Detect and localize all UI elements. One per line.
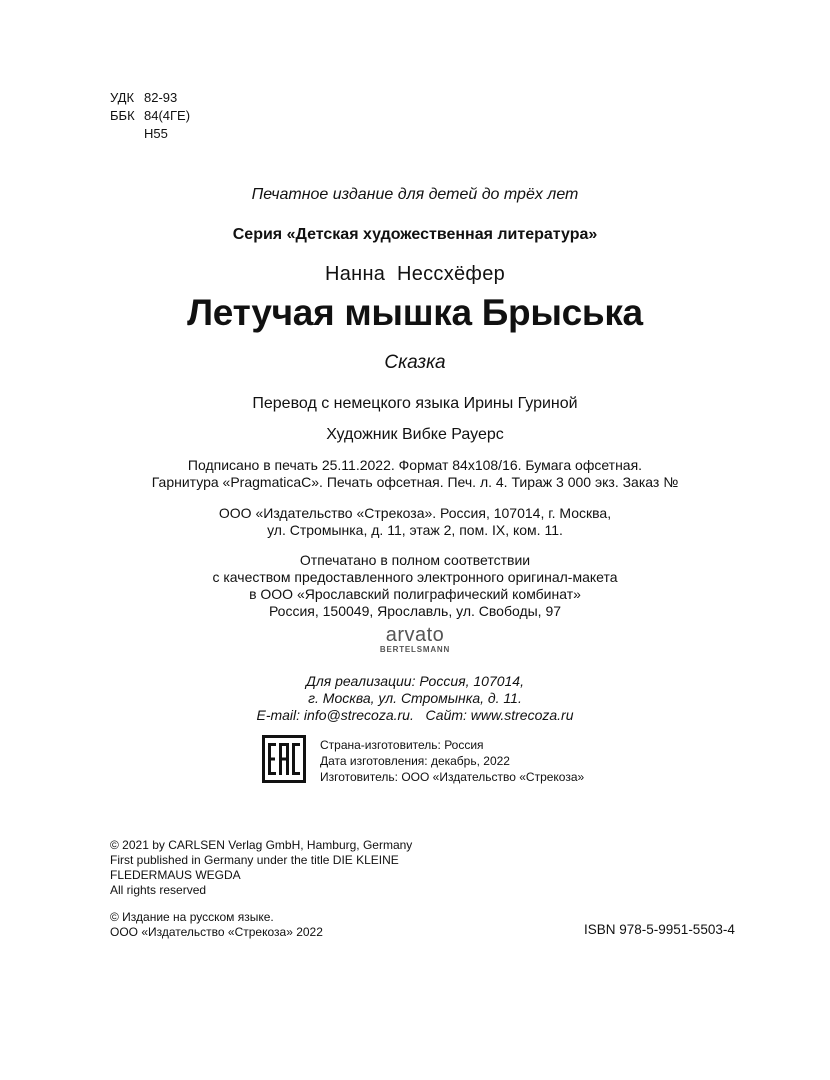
printer-info <box>0 552 830 620</box>
bbk-value: 84(4ГЕ) <box>144 108 191 123</box>
copyright-line: First published in Germany under the title DIE KLEINE <box>110 853 399 867</box>
author-mark: Н55 <box>144 126 168 141</box>
copyright-ru-line: © Издание на русском языке. <box>110 910 274 924</box>
print-info-line: Подписано в печать 25.11.2022. Формат 84х108/16. Бумага офсетная. <box>187 457 643 473</box>
series-title: Серия «Детская художественная литература» <box>232 226 598 243</box>
bbk-label: ББК <box>110 108 135 123</box>
isbn: ISBN 978-5-9951-5503-4 <box>584 922 735 937</box>
copyright-line: © 2021 by CARLSEN Verlag GmbH, Hamburg, Germany <box>110 838 413 852</box>
manufacturer-info <box>320 737 584 785</box>
copyright-ru-block <box>110 910 323 940</box>
author-mark-row <box>110 125 190 143</box>
copyright-line: FLEDERMAUS WEGDA <box>110 868 241 882</box>
author-name: Нанна Нессхёфер <box>324 263 506 285</box>
printer-line: с качеством предоставленного электронного оригинал-макета <box>212 569 618 585</box>
copyright-ru-line: ООО «Издательство «Стрекоза» 2022 <box>110 925 323 939</box>
distribution-info <box>0 673 830 724</box>
illustrator-credit: Художник Вибке Рауерс <box>326 426 504 443</box>
publisher-line: ул. Стромынка, д. 11, этаж 2, пом. IX, ком. 11. <box>267 522 563 538</box>
bbk-row <box>110 107 190 125</box>
printer-line: Россия, 150049, Ярославль, ул. Свободы, 97 <box>268 603 562 619</box>
print-info <box>0 457 830 491</box>
arvato-logo-name: arvato <box>385 624 445 646</box>
publisher-address <box>0 505 830 539</box>
manufacturer-country: Страна-изготовитель: Россия <box>320 738 484 752</box>
translation-credit: Перевод с немецкого языка Ирины Гуриной <box>252 395 578 412</box>
genre: Сказка <box>384 352 446 373</box>
printer-line: в ООО «Ярославский полиграфический комбинат» <box>249 586 581 602</box>
book-title: Летучая мышка Брыська <box>187 292 643 333</box>
copyright-line: All rights reserved <box>110 883 207 897</box>
udk-row <box>110 89 190 107</box>
manufacturer-date: Дата изготовления: декабрь, 2022 <box>320 754 510 768</box>
classification-block <box>110 89 190 143</box>
manufacturer-name: Изготовитель: ООО «Издательство «Стрекоза» <box>320 770 585 784</box>
age-note: Печатное издание для детей до трёх лет <box>251 186 579 203</box>
arvato-logo <box>0 625 830 655</box>
arvato-logo-sub: BERTELSMANN <box>379 645 451 654</box>
printer-line: Отпечатано в полном соответствии <box>299 552 531 568</box>
distribution-line: Для реализации: Россия, 107014, <box>306 673 524 689</box>
copyright-block <box>110 838 412 898</box>
udk-label: УДК <box>110 90 135 105</box>
udk-value: 82-93 <box>144 90 178 105</box>
eac-mark <box>262 735 306 783</box>
eac-icon <box>262 735 306 783</box>
publisher-line: ООО «Издательство «Стрекоза». Россия, 107014, г. Москва, <box>218 505 612 521</box>
distribution-contacts: E-mail: info@strecoza.ru. Сайт: www.strecoza.ru <box>256 707 574 723</box>
print-info-line: Гарнитура «PragmaticaC». Печать офсетная. Печ. л. 4. Тираж 3 000 экз. Заказ № <box>151 474 679 490</box>
distribution-line: г. Москва, ул. Стромынка, д. 11. <box>308 690 522 706</box>
